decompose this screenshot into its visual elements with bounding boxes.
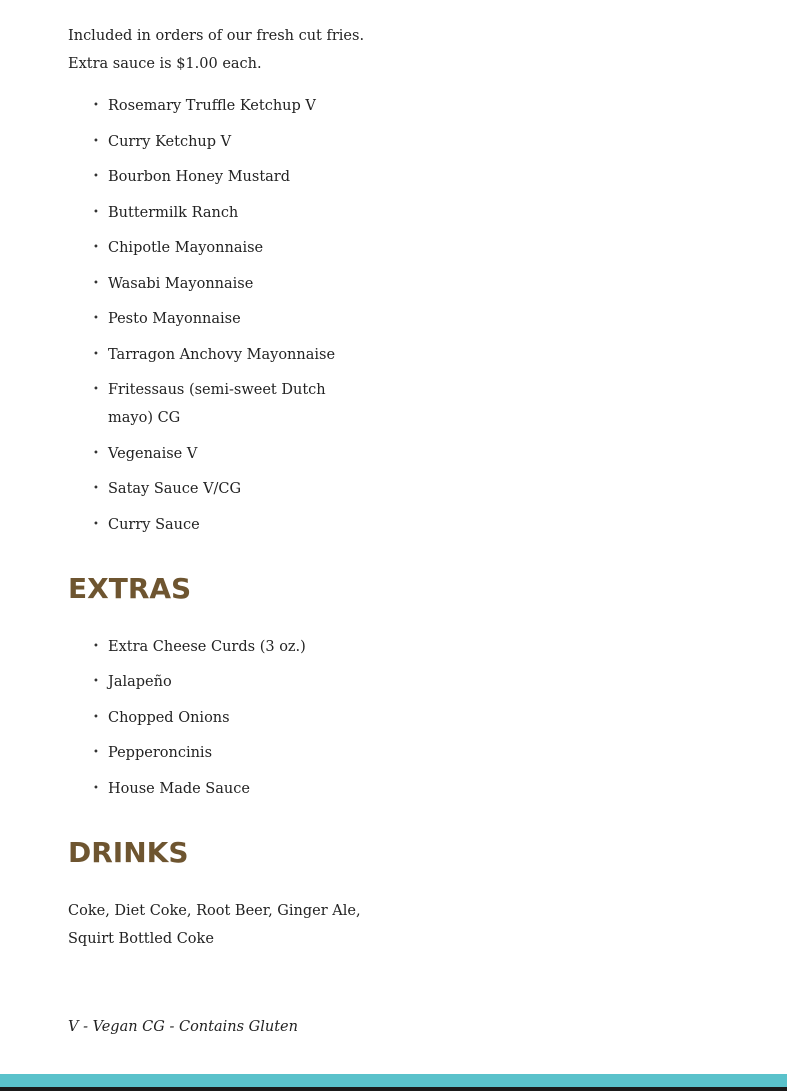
extras-heading: EXTRAS — [68, 571, 192, 605]
list-item: • Fritessaus (semi-sweet Dutch mayo) CG — [108, 376, 368, 432]
list-item: • Buttermilk Ranch — [108, 199, 368, 227]
footer-accent-bar — [0, 1074, 787, 1087]
drinks-line-1: Coke, Diet Coke, Root Beer, Ginger Ale, — [68, 902, 361, 919]
intro-line-1: Included in orders of our fresh cut fries. — [68, 28, 365, 44]
legend-footnote: V - Vegan CG - Contains Gluten — [68, 1019, 298, 1035]
drinks-text — [68, 897, 368, 953]
list-item: • Curry Sauce — [108, 511, 368, 539]
sauce-list — [68, 92, 368, 539]
list-item: • Pesto Mayonnaise — [108, 305, 368, 333]
list-item: • Vegenaise V — [108, 440, 368, 468]
extras-list — [68, 633, 368, 803]
list-item: • Extra Cheese Curds (3 oz.) — [108, 633, 368, 661]
menu-content — [68, 22, 368, 953]
drinks-line-2: Squirt Bottled Coke — [68, 930, 214, 947]
intro-line-2: Extra sauce is $1.00 each. — [68, 56, 262, 72]
list-item: • Rosemary Truffle Ketchup V — [108, 92, 368, 120]
list-item: • Bourbon Honey Mustard — [108, 163, 368, 191]
list-item: • Tarragon Anchovy Mayonnaise — [108, 341, 368, 369]
list-item: • Jalapeño — [108, 668, 368, 696]
list-item: • Satay Sauce V/CG — [108, 475, 368, 503]
drinks-heading: DRINKS — [68, 835, 189, 869]
list-item: • Chopped Onions — [108, 704, 368, 732]
list-item: • Wasabi Mayonnaise — [108, 270, 368, 298]
list-item: • Pepperoncinis — [108, 739, 368, 767]
footer-divider — [0, 1087, 787, 1091]
sauce-intro — [68, 22, 368, 78]
list-item: • Chipotle Mayonnaise — [108, 234, 368, 262]
list-item: • House Made Sauce — [108, 775, 368, 803]
list-item: • Curry Ketchup V — [108, 128, 368, 156]
